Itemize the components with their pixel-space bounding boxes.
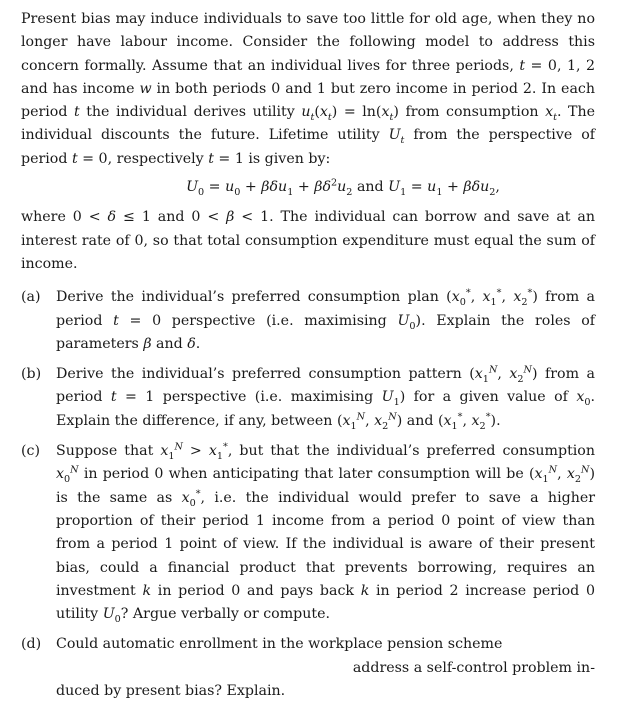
question-d-line-1: Could automatic enrollment in the workplace pension scheme	[56, 636, 503, 653]
question-b: (b) Derive the individual’s preferred consumption pattern ($x_1^N$, $x_2^N$) from a period t = 1 perspective (i.e. maximising $U_1$) for a given value of $x_0$. Explain the difference, if any, between ($x_1^N$, $x_2^N$) and ($x_1^*$, $x_2^*$).	[21, 364, 596, 432]
question-list	[21, 286, 595, 703]
question-c: (c) Suppose that $x_1^N > x_1^*$, but that the individual’s preferred consumption $x_0^N$ in period 0 when anticipating that later consumption will be ($x_1^N$, $x_2^N$) is the same as $x_0^*$, i.e. the individual would prefer to save a higher proportion of their period 1 income from a period 0 point of view than from a period 1 point of view. If the individual is aware of their present bias, could a financial product that prevents borrowing, requires an investment k in period 0 and pays back k in period 2 increase period 0 utility $U_0$? Argue verbally or compute.	[21, 441, 596, 625]
assumptions-paragraph: where 0 < δ ≤ 1 and 0 < β < 1. The individual can borrow and save at an interest rate of 0, so that total consumption expenditure must equal the sum of income.	[21, 209, 596, 272]
document-page	[21, 8, 595, 710]
question-label: (d)	[21, 636, 42, 653]
question-label: (c)	[21, 443, 41, 460]
intro-paragraph: Present bias may induce individuals to save too little for old age, when they no longer have labour income. Consider the following model to address this concern formally. Assume that an individual lives for three periods, t = 0, 1, 2 and has income w in both periods 0 and 1 but zero income in period 2. In each period t the individual derives utility $u_t(x_t) = \ln(x_t)$ from consumption $x_t$. The individual discounts the future. Lifetime utility $U_t$ from the perspective of period t = 0, respectively t = 1 is given by:	[21, 11, 595, 167]
question-d	[21, 633, 595, 703]
question-d-line-2: address a self-control problem in-	[352, 659, 595, 676]
utility-equation: $U_0 = u_0 + \beta\delta u_1 + \beta\delta^2u_2$ and $U_1 = u_1 + \beta\delta u_2$,	[186, 177, 500, 198]
question-d-line-3: duced by present bias? Explain.	[56, 683, 286, 700]
question-a: (a) Derive the individual’s preferred consumption plan ($x_0^*$, $x_1^*$, $x_2^*$) from a period t = 0 perspective (i.e. maximising $U_0$). Explain the roles of parameters β and δ.	[21, 287, 596, 352]
question-label: (a)	[21, 289, 41, 306]
question-label: (b)	[21, 366, 42, 383]
